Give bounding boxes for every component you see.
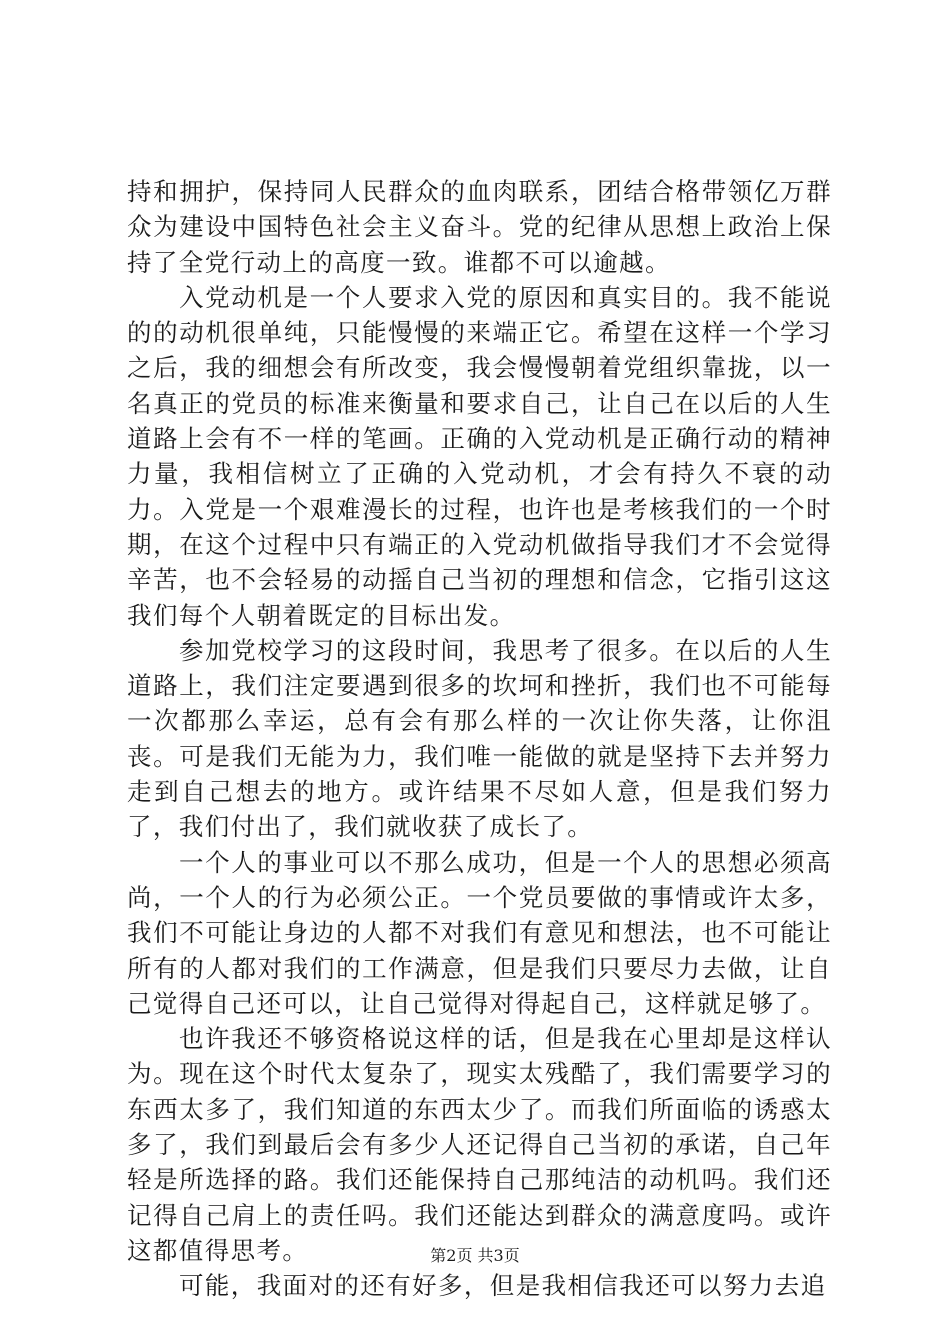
paragraph-1: 持和拥护，保持同人民群众的血肉联系，团结合格带领亿万群众为建设中国特色社会主义奋斗。党的纪律从思想上政治上保持了全党行动上的高度一致。谁都不可以逾越。: [127, 177, 832, 277]
document-body: [127, 174, 832, 1304]
paragraph-6: 可能，我面对的还有好多，但是我相信我还可以努力去追: [179, 1271, 827, 1301]
paragraph-3: 参加党校学习的这段时间，我思考了很多。在以后的人生道路上，我们注定要遇到很多的坎坷和挫折，我们也不可能每一次都那么幸运，总有会有那么样的一次让你失落，让你沮丧。可是我们无能为力，我们唯一能做的就是坚持下去并努力走到自己想去的地方。或许结果不尽如人意，但是我们努力了，我们付出了，我们就收获了成长了。: [127, 635, 832, 842]
paragraph-5: 也许我还不够资格说这样的话，但是我在心里却是这样认为。现在这个时代太复杂了，现实太残酷了，我们需要学习的东西太多了，我们知道的东西太少了。而我们所面临的诱惑太多了，我们到最后会有多少人还记得自己当初的承诺，自己年轻是所选择的路。我们还能保持自己那纯洁的动机吗。我们还记得自己肩上的责任吗。我们还能达到群众的满意度吗。或许这都值得思考。: [127, 1024, 832, 1265]
paragraph-4: 一个人的事业可以不那么成功，但是一个人的思想必须高尚，一个人的行为必须公正。一个党员要做的事情或许太多，我们不可能让身边的人都不对我们有意见和想法，也不可能让所有的人都对我们的工作满意，但是我们只要尽力去做，让自己觉得自己还可以，让自己觉得对得起自己，这样就足够了。: [127, 847, 832, 1018]
paragraph-2: 入党动机是一个人要求入党的原因和真实目的。我不能说的的动机很单纯，只能慢慢的来端正它。希望在这样一个学习之后，我的细想会有所改变，我会慢慢朝着党组织靠拢，以一名真正的党员的标准来衡量和要求自己，让自己在以后的人生道路上会有不一样的笔画。正确的入党动机是正确行动的精神力量，我相信树立了正确的入党动机，才会有持久不衰的动力。入党是一个艰难漫长的过程，也许也是考核我们的一个时期，在这个过程中只有端正的入党动机做指导我们才不会觉得辛苦，也不会轻易的动摇自己当初的理想和信念，它指引这这我们每个人朝着既定的目标出发。: [127, 282, 832, 630]
page-number-footer: 第2页 共3页: [430, 1246, 520, 1265]
